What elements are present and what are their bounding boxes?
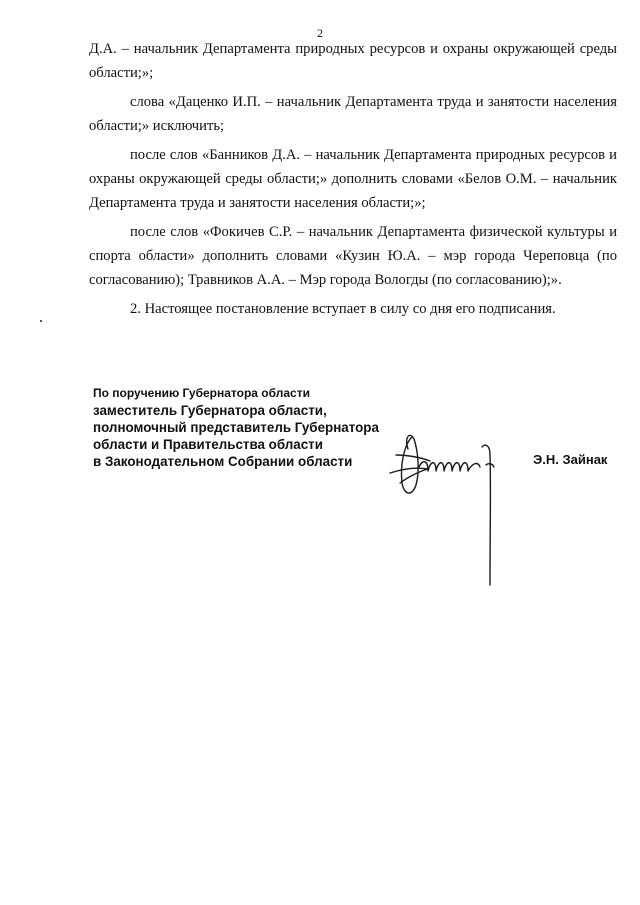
paragraph-4: после слов «Фокичев С.Р. – начальник Департамента физической культуры и спорта области» дополнить словами «Кузин Ю.А. – мэр города Череповца (по согласованию); Травников А.А. – Мэр города Вологды (по согласованию);». — [89, 224, 617, 288]
signer-position-line-4: в Законодательном Собрании области — [93, 454, 353, 469]
signature-intro: По поручению Губернатора области — [93, 386, 310, 400]
signature-block — [93, 385, 379, 470]
signer-position-line-2: полномочный представитель Губернатора — [93, 420, 379, 435]
signer-position-line-3: области и Правительства области — [93, 437, 323, 452]
signer-position-line-1: заместитель Губернатора области, — [93, 403, 327, 418]
page-number: 2 — [317, 26, 323, 40]
signer-name: Э.Н. Зайнак — [533, 452, 608, 467]
paragraph-1: Д.А. – начальник Департамента природных ресурсов и охраны окружающей среды области;»; — [89, 41, 617, 81]
paragraph-2: слова «Даценко И.П. – начальник Департамента труда и занятости населения области;» исключить; — [89, 94, 617, 134]
document-body — [89, 37, 617, 326]
handwritten-signature — [382, 425, 512, 595]
paragraph-3: после слов «Банников Д.А. – начальник Департамента природных ресурсов и охраны окружающей среды области;» дополнить словами «Белов О.М. – начальник Департамента труда и занятости населения области;»; — [89, 147, 617, 211]
scan-speck — [40, 320, 42, 322]
paragraph-5: 2. Настоящее постановление вступает в силу со дня его подписания. — [130, 301, 556, 317]
